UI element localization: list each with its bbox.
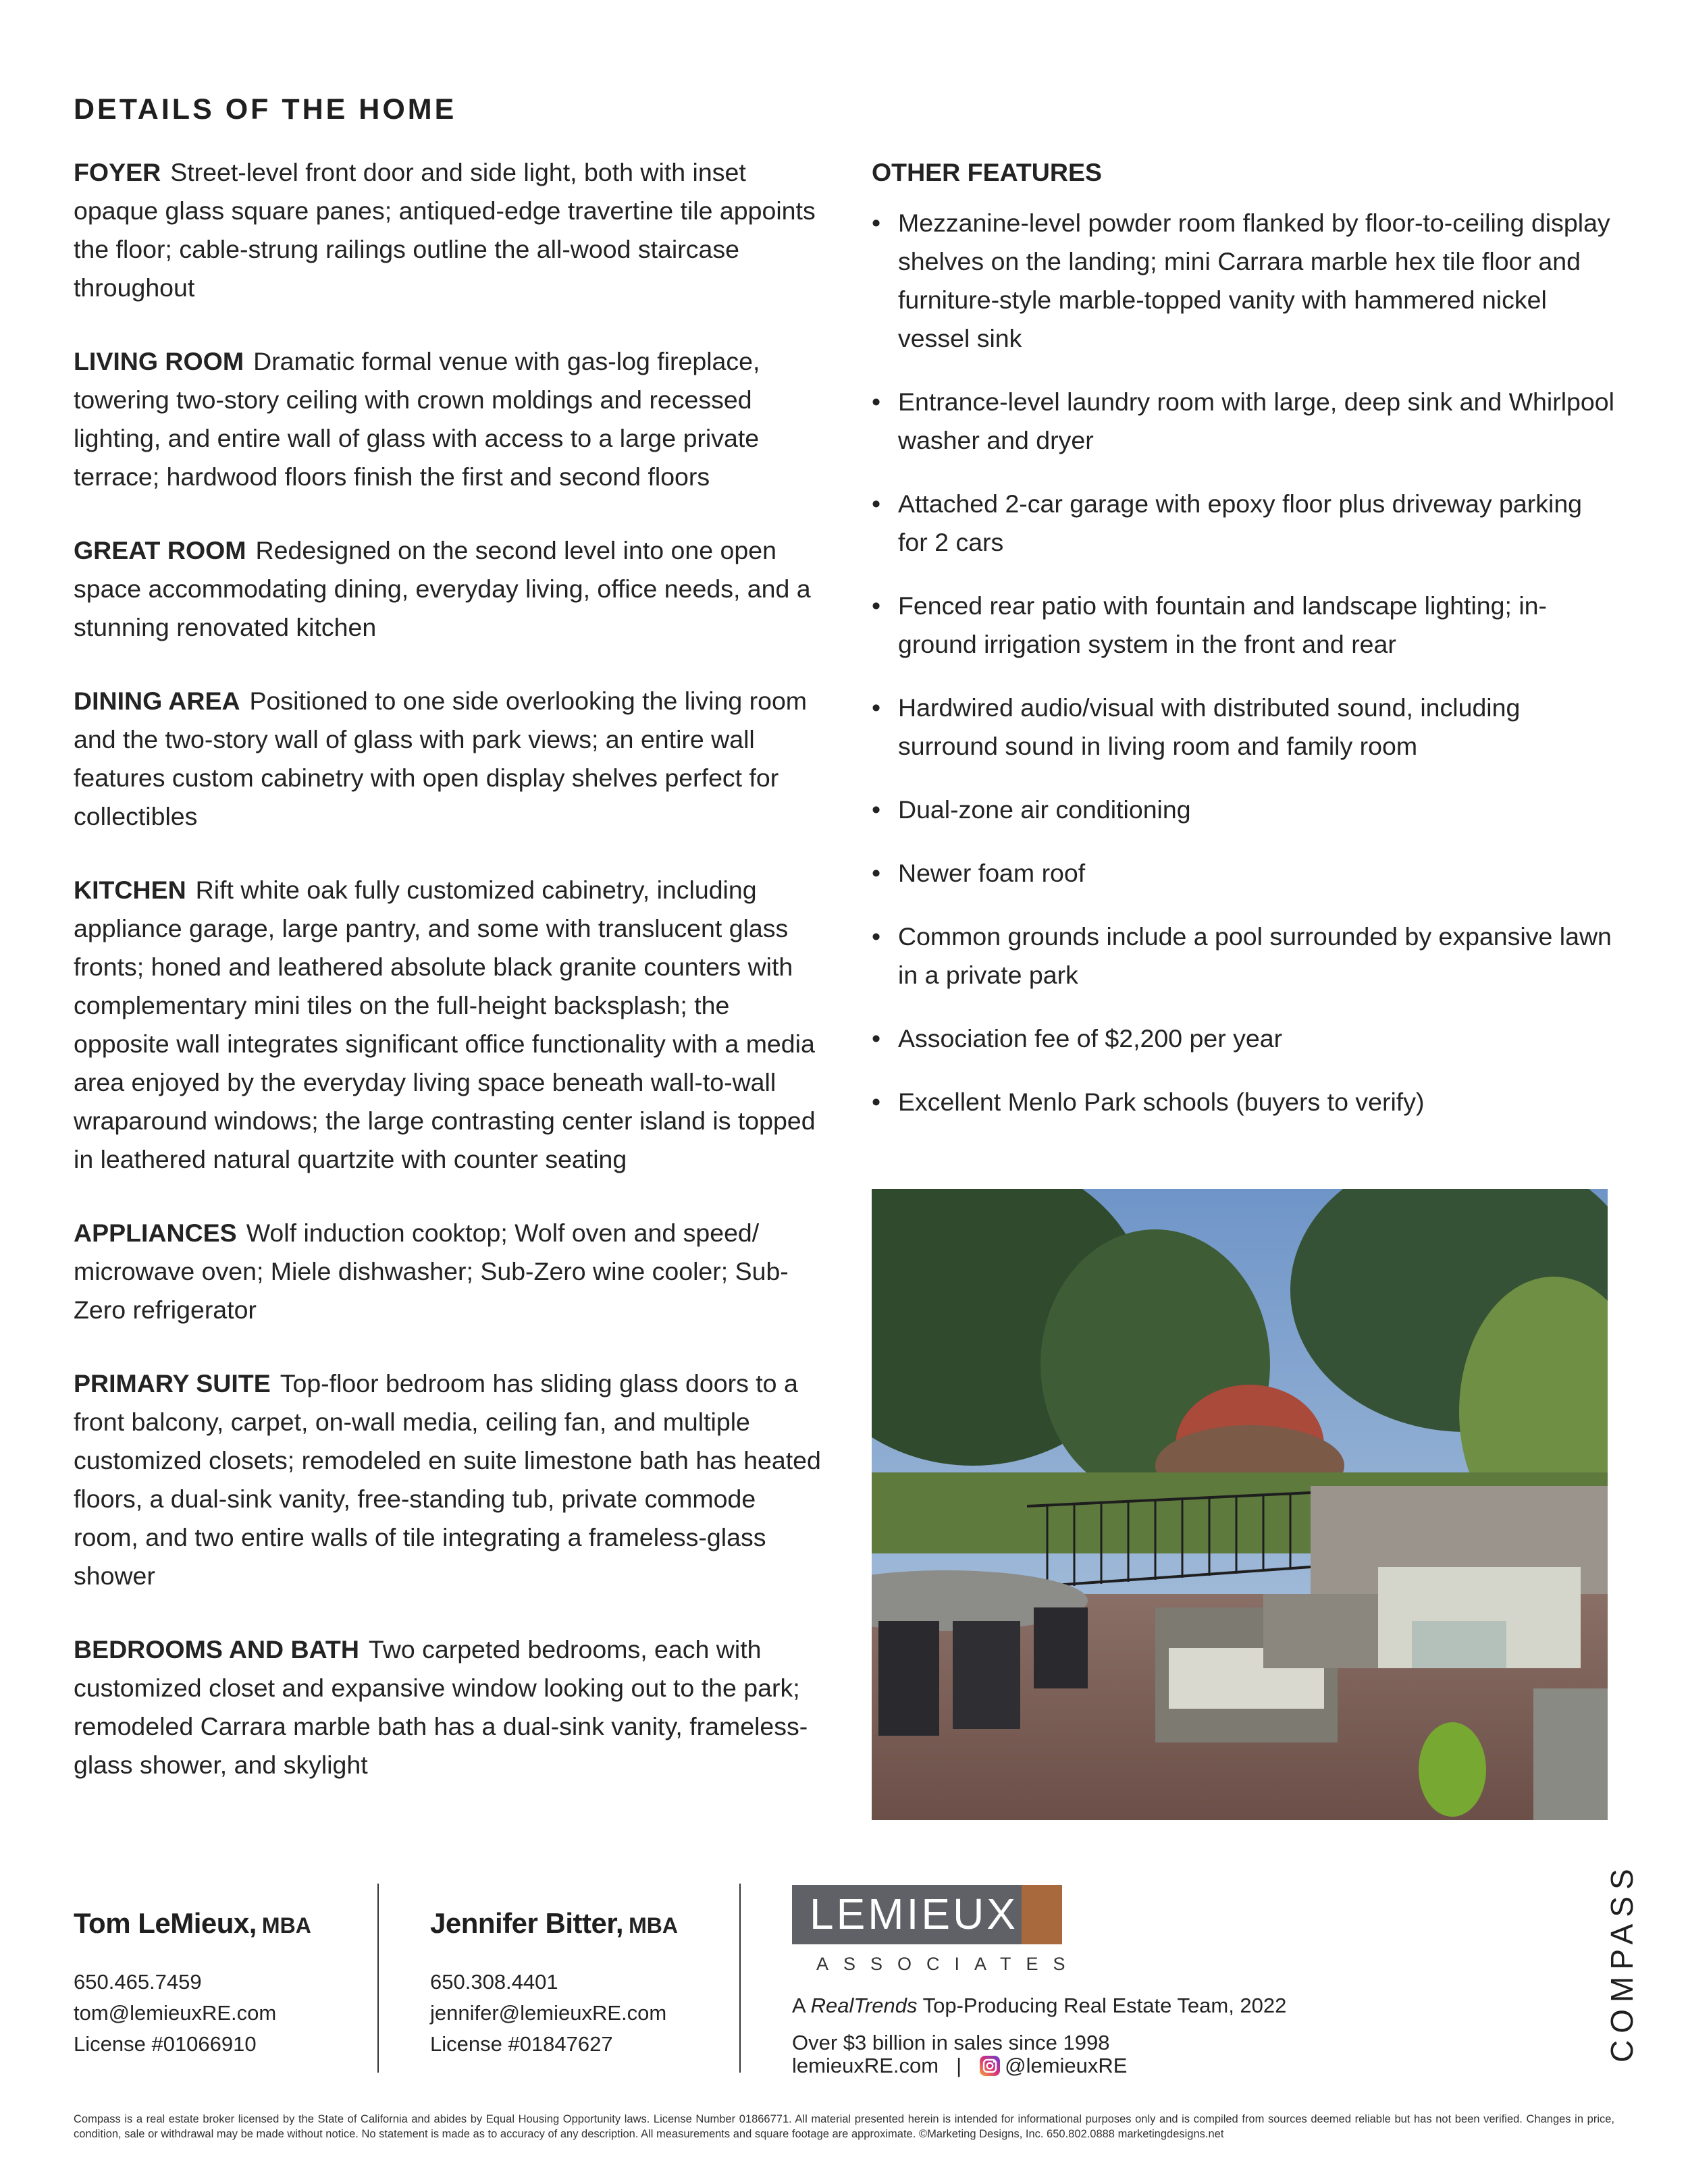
feature-text: Mezzanine-level powder room flanked by floor-to-ceiling display shelves on the landing; mini Carrara marble hex tile floor and furniture-style marble-topped vanity with hammered nickel vessel sink bbox=[898, 209, 1610, 352]
bullet-icon: • bbox=[872, 693, 881, 722]
section-kitchen bbox=[74, 871, 823, 1179]
page-title: DETAILS OF THE HOME bbox=[74, 93, 457, 126]
agent-card-jennifer bbox=[430, 1907, 678, 2060]
other-features-title: OTHER FEATURES bbox=[872, 158, 1102, 186]
section-label: PRIMARY SUITE bbox=[74, 1369, 271, 1397]
divider bbox=[377, 1884, 379, 2073]
bullet-icon: • bbox=[872, 209, 881, 237]
list-item bbox=[872, 917, 1614, 994]
bullet-icon: • bbox=[872, 388, 881, 416]
patio-photo-illustration bbox=[872, 1189, 1608, 1820]
bullet-icon: • bbox=[872, 859, 881, 887]
section-foyer bbox=[74, 153, 823, 307]
logo-accent bbox=[1022, 1885, 1062, 1944]
section-great-room bbox=[74, 531, 823, 647]
company-sales: Over $3 billion in sales since 1998 bbox=[792, 2031, 1110, 2054]
feature-text: Fenced rear patio with fountain and landscape lighting; in-ground irrigation system in the front and rear bbox=[898, 591, 1548, 658]
logo-main-text: LEMIEUX bbox=[810, 1890, 1018, 1938]
agent-email[interactable]: tom@lemieuxRE.com bbox=[74, 2001, 277, 2025]
other-features-column bbox=[872, 153, 1614, 1146]
section-text: Street-level front door and side light, both with inset opaque glass square panes; antiqued-edge travertine tile appoints the floor; cable-strung railings outline the all-wood staircase throughout bbox=[74, 158, 816, 302]
list-item bbox=[872, 1083, 1614, 1121]
award-prefix: A bbox=[792, 1994, 811, 2017]
feature-text: Attached 2-car garage with epoxy floor plus driveway parking for 2 cars bbox=[898, 489, 1583, 556]
bullet-icon: • bbox=[872, 1088, 881, 1116]
instagram-icon bbox=[979, 2055, 1001, 2077]
company-contact-row bbox=[792, 2054, 1127, 2078]
agent-credential: MBA bbox=[261, 1913, 311, 1938]
agent-credential: MBA bbox=[629, 1913, 678, 1938]
home-details-column bbox=[74, 153, 823, 1819]
logo-sub-text: ASSOCIATES bbox=[816, 1954, 1080, 1974]
list-item bbox=[872, 791, 1614, 829]
website-link[interactable]: lemieuxRE.com bbox=[792, 2054, 939, 2077]
agent-name: Tom LeMieux, bbox=[74, 1907, 257, 1939]
feature-text: Dual-zone air conditioning bbox=[898, 795, 1191, 824]
section-text: Redesigned on the second level into one open space accommodating dining, everyday living, office needs, and a stunning renovated kitchen bbox=[74, 536, 811, 641]
section-appliances bbox=[74, 1214, 823, 1329]
instagram-handle[interactable]: @lemieuxRE bbox=[1005, 2054, 1128, 2077]
lemieux-associates-logo bbox=[792, 1885, 1080, 1975]
section-label: APPLIANCES bbox=[74, 1219, 237, 1247]
list-item bbox=[872, 689, 1614, 766]
feature-text: Hardwired audio/visual with distributed sound, including surround sound in living room and family room bbox=[898, 693, 1521, 760]
section-label: FOYER bbox=[74, 158, 161, 186]
section-label: GREAT ROOM bbox=[74, 536, 246, 564]
section-label: KITCHEN bbox=[74, 876, 186, 904]
list-item bbox=[872, 204, 1614, 358]
divider bbox=[739, 1884, 741, 2073]
section-living-room bbox=[74, 342, 823, 496]
list-item bbox=[872, 485, 1614, 562]
section-text: Two carpeted bedrooms, each with customized closet and expansive window looking out to the park; remodeled Carrara marble bath has a dual-sink vanity, frameless-glass shower, and skylight bbox=[74, 1635, 808, 1779]
section-text: Rift white oak fully customized cabinetry, including appliance garage, large pantry, and some with translucent glass fronts; honed and leathered absolute black granite counters with complementary mini tiles on the full-height backsplash; the opposite wall integrates significant office functionality with a media area enjoyed by the everyday living space beneath wall-to-wall wraparound windows; the large contrasting center island is topped in leathered natural quartzite with counter seating bbox=[74, 876, 816, 1173]
feature-text: Association fee of $2,200 per year bbox=[898, 1024, 1283, 1053]
bullet-icon: • bbox=[872, 922, 881, 951]
award-publication: RealTrends bbox=[810, 1994, 918, 2017]
feature-text: Common grounds include a pool surrounded by expansive lawn in a private park bbox=[898, 922, 1612, 989]
section-text: Top-floor bedroom has sliding glass doors to a front balcony, carpet, on-wall media, ceiling fan, and multiple customized closets; remodeled en suite limestone bath has heated floors, a dual-sink vanity, free-standing tub, private commode room, and two entire walls of tile integrating a frameless-glass shower bbox=[74, 1369, 821, 1590]
bullet-icon: • bbox=[872, 489, 881, 518]
logo-box bbox=[792, 1885, 1062, 1944]
section-label: LIVING ROOM bbox=[74, 347, 244, 375]
list-item bbox=[872, 587, 1614, 664]
section-text: Dramatic formal venue with gas-log fireplace, towering two-story ceiling with crown moldings and recessed lighting, and entire wall of glass with access to a large private terrace; hardwood floors finish the first and second floors bbox=[74, 347, 760, 491]
agent-card-tom bbox=[74, 1907, 311, 2060]
section-dining-area bbox=[74, 682, 823, 836]
company-award bbox=[792, 1987, 1286, 2024]
section-text: Positioned to one side overlooking the living room and the two-story wall of glass with park views; an entire wall features custom cabinetry with open display shelves perfect for collectibles bbox=[74, 687, 808, 830]
agent-name: Jennifer Bitter, bbox=[430, 1907, 624, 1939]
feature-text: Newer foam roof bbox=[898, 859, 1086, 887]
patio-photo bbox=[872, 1189, 1608, 1820]
agent-license: License #01847627 bbox=[430, 2032, 613, 2056]
separator: | bbox=[956, 2054, 962, 2077]
bullet-icon: • bbox=[872, 1024, 881, 1053]
bullet-icon: • bbox=[872, 795, 881, 824]
section-bedrooms-and-bath bbox=[74, 1630, 823, 1784]
feature-text: Excellent Menlo Park schools (buyers to verify) bbox=[898, 1088, 1425, 1116]
feature-text: Entrance-level laundry room with large, deep sink and Whirlpool washer and dryer bbox=[898, 388, 1614, 454]
section-primary-suite bbox=[74, 1364, 823, 1595]
features-list bbox=[872, 204, 1614, 1121]
agent-email[interactable]: jennifer@lemieuxRE.com bbox=[430, 2001, 667, 2025]
section-label: DINING AREA bbox=[74, 687, 240, 715]
list-item bbox=[872, 1019, 1614, 1058]
bullet-icon: • bbox=[872, 591, 881, 620]
disclaimer: Compass is a real estate broker licensed by the State of California and abides by Equal Housing Opportunity laws. License Number 01866771. All material presented herein is intended for informational purposes only and is compiled from sources deemed reliable but has not been verified. Changes in price, condition, sale or withdrawal may be made without notice. No statement is made as to accuracy of any description. All measurements and square footage are approximate. ©Marketing Designs, Inc. 650.802.0888 marketingdesigns.net bbox=[74, 2113, 1614, 2140]
compass-logo: COMPASS bbox=[1604, 1862, 1639, 2062]
award-text: Top-Producing Real Estate Team, 2022 bbox=[917, 1994, 1287, 2017]
section-text: Wolf induction cooktop; Wolf oven and speed/ microwave oven; Miele dishwasher; Sub-Zero wine cooler; Sub-Zero refrigerator bbox=[74, 1219, 789, 1324]
agent-license: License #01066910 bbox=[74, 2032, 257, 2056]
list-item bbox=[872, 383, 1614, 460]
list-item bbox=[872, 854, 1614, 893]
agent-phone[interactable]: 650.465.7459 bbox=[74, 1970, 202, 1994]
section-label: BEDROOMS AND BATH bbox=[74, 1635, 359, 1663]
agent-phone[interactable]: 650.308.4401 bbox=[430, 1970, 558, 1994]
company-info bbox=[792, 1987, 1286, 2061]
